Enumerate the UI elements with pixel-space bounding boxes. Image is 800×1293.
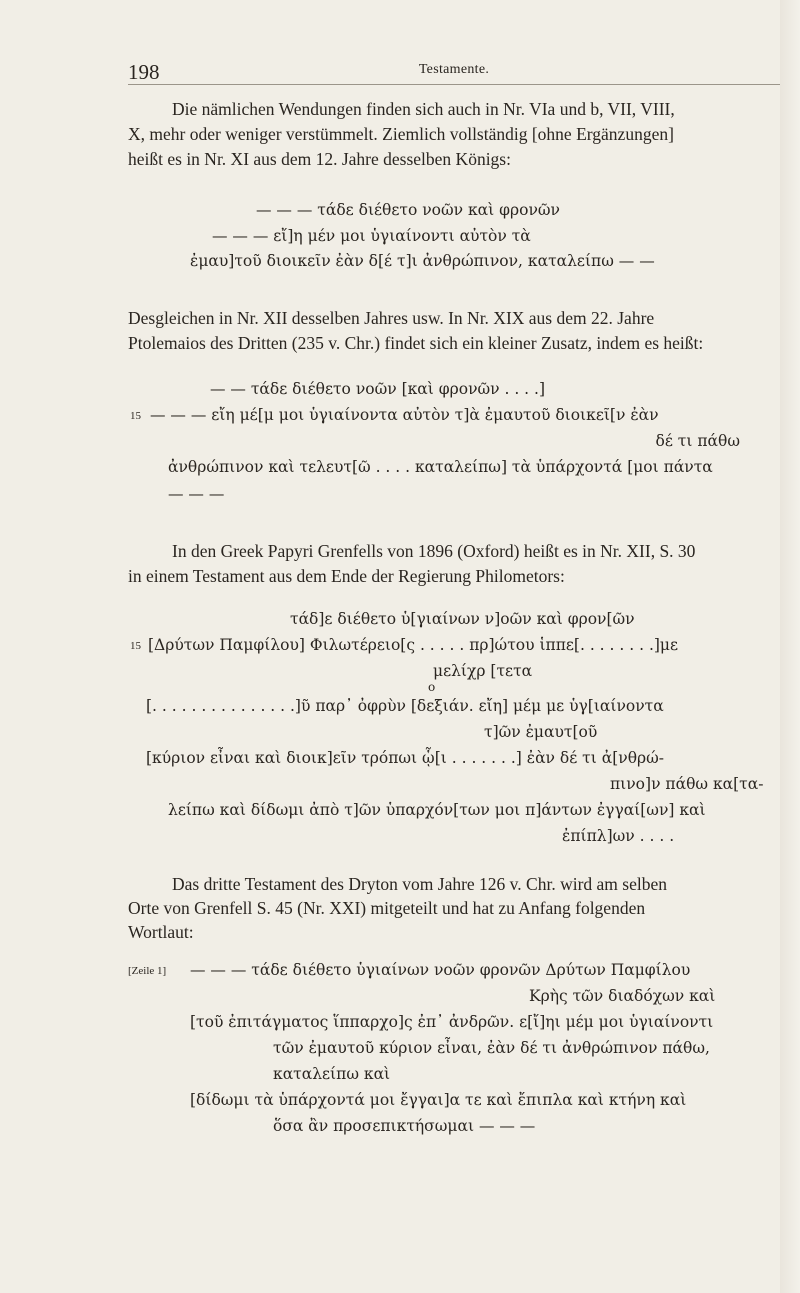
greek-line: μελίχρ [τετα bbox=[433, 662, 533, 680]
running-head: Testamente. bbox=[418, 62, 490, 77]
prose-line: Desgleichen in Nr. XII desselben Jahres usw. In Nr. XIX aus dem 22. Jahre bbox=[128, 308, 655, 328]
greek-line: ὅσα ἂν προσεπικτήσωμαι — — — bbox=[273, 1117, 536, 1135]
prose-line: Orte von Grenfell S. 45 (Nr. XXI) mitgeteilt und hat zu Anfang folgenden bbox=[128, 898, 646, 918]
greek-line: ἐμαυ]τοῦ διοικεῖν ἐὰν δ[έ τ]ι ἀνθρώπινον, καταλείπω — — bbox=[190, 252, 655, 270]
greek-line: — — τάδε διέθετο νοῶν [καὶ φρονῶν . . . .] bbox=[210, 380, 546, 398]
greek-line: τῶν ἐμαυτοῦ κύριον εἶναι, ἐὰν δέ τι ἀνθρώπινον πάθω, bbox=[273, 1039, 710, 1057]
line-number-margin: [Zeile 1] bbox=[128, 965, 167, 977]
prose-line: X, mehr oder weniger verstümmelt. Ziemlich vollständig [ohne Ergänzungen] bbox=[128, 124, 674, 144]
greek-line: τάδ]ε διέθετο ὑ[γιαίνων ν]οῶν καὶ φρον[ῶν bbox=[290, 610, 635, 628]
greek-line: [κύριον εἶναι καὶ διοικ]εῖν τρόπωι ᾧ[ι . . . . . . .] ἐὰν δέ τι ἀ[νθρώ- bbox=[146, 749, 665, 767]
prose-line: Ptolemaios des Dritten (235 v. Chr.) findet sich ein kleiner Zusatz, indem es heißt: bbox=[128, 333, 704, 353]
prose-line: in einem Testament aus dem Ende der Regierung Philometors: bbox=[128, 566, 565, 586]
line-number-margin: 15 bbox=[130, 640, 141, 652]
greek-line: δέ τι πάθω bbox=[655, 432, 740, 450]
prose-line: In den Greek Papyri Grenfells von 1896 (Oxford) heißt es in Nr. XII, S. 30 bbox=[172, 541, 696, 561]
greek-line: ο bbox=[428, 680, 436, 694]
prose-line: Wortlaut: bbox=[128, 922, 194, 942]
greek-line: ἀνθρώπινον καὶ τελευτ[ῶ . . . . καταλείπω] τὰ ὑπάρχοντά [μοι πάντα bbox=[168, 458, 713, 476]
page-header bbox=[128, 58, 780, 85]
greek-line: — — — τάδε διέθετο ὑγιαίνων νοῶν φρονῶν Δρύτων Παμφίλου bbox=[190, 961, 691, 979]
page-number: 198 bbox=[128, 60, 160, 84]
greek-line: [δίδωμι τὰ ὑπάρχοντά μοι ἔγγαι]α τε καὶ ἔπιπλα καὶ κτήνη καὶ bbox=[190, 1091, 687, 1109]
greek-line: [τοῦ ἐπιτάγματος ἵππαρχο]ς ἐπ᾽ ἀνδρῶν. ε[ἴ]ηι μέμ μοι ὑγιαίνοντι bbox=[190, 1013, 714, 1031]
prose-line: Die nämlichen Wendungen finden sich auch in Nr. VIa und b, VII, VIII, bbox=[172, 99, 675, 119]
greek-line: — — — τάδε διέθετο νοῶν καὶ φρονῶν bbox=[256, 201, 560, 219]
greek-line: — — — εἴη μέ[μ μοι ὑγιαίνοντα αὐτὸν τ]ὰ ἐμαυτοῦ διοικεῖ[ν ἐὰν bbox=[150, 406, 659, 424]
prose-line: heißt es in Nr. XI aus dem 12. Jahre desselben Königs: bbox=[128, 149, 511, 169]
greek-line: τ]ῶν ἐμαυτ[οῦ bbox=[484, 723, 598, 741]
greek-line: — — — εἴ]η μέν μοι ὑγιαίνοντι αὐτὸν τὰ bbox=[212, 227, 531, 245]
page-gutter-shadow bbox=[780, 0, 800, 1293]
greek-line: [. . . . . . . . . . . . . . .]ῦ παρ᾽ ὀφρὺν [δεξιάν. εἴη] μέμ με ὑγ[ιαίνοντα bbox=[146, 697, 664, 715]
line-number-margin: 15 bbox=[130, 410, 141, 422]
greek-line: [Δρύτων Παμφίλου] Φιλωτέρειο[ς . . . . . πρ]ώτου ἱππε[. . . . . . . .]με bbox=[148, 636, 679, 654]
greek-line: ἐπίπλ]ων . . . . bbox=[562, 827, 675, 845]
greek-line: λείπω καὶ δίδωμι ἀπὸ τ]ῶν ὑπαρχόν[των μοι π]άντων ἐγγαί[ων] καὶ bbox=[168, 801, 706, 819]
greek-line: καταλείπω καὶ bbox=[273, 1065, 391, 1083]
prose-line: Das dritte Testament des Dryton vom Jahre 126 v. Chr. wird am selben bbox=[172, 874, 667, 894]
greek-line: — — — bbox=[168, 485, 225, 503]
greek-line: Κρὴς τῶν διαδόχων καὶ bbox=[529, 987, 716, 1005]
greek-line: πινο]ν πάθω κα[τα- bbox=[610, 775, 764, 793]
